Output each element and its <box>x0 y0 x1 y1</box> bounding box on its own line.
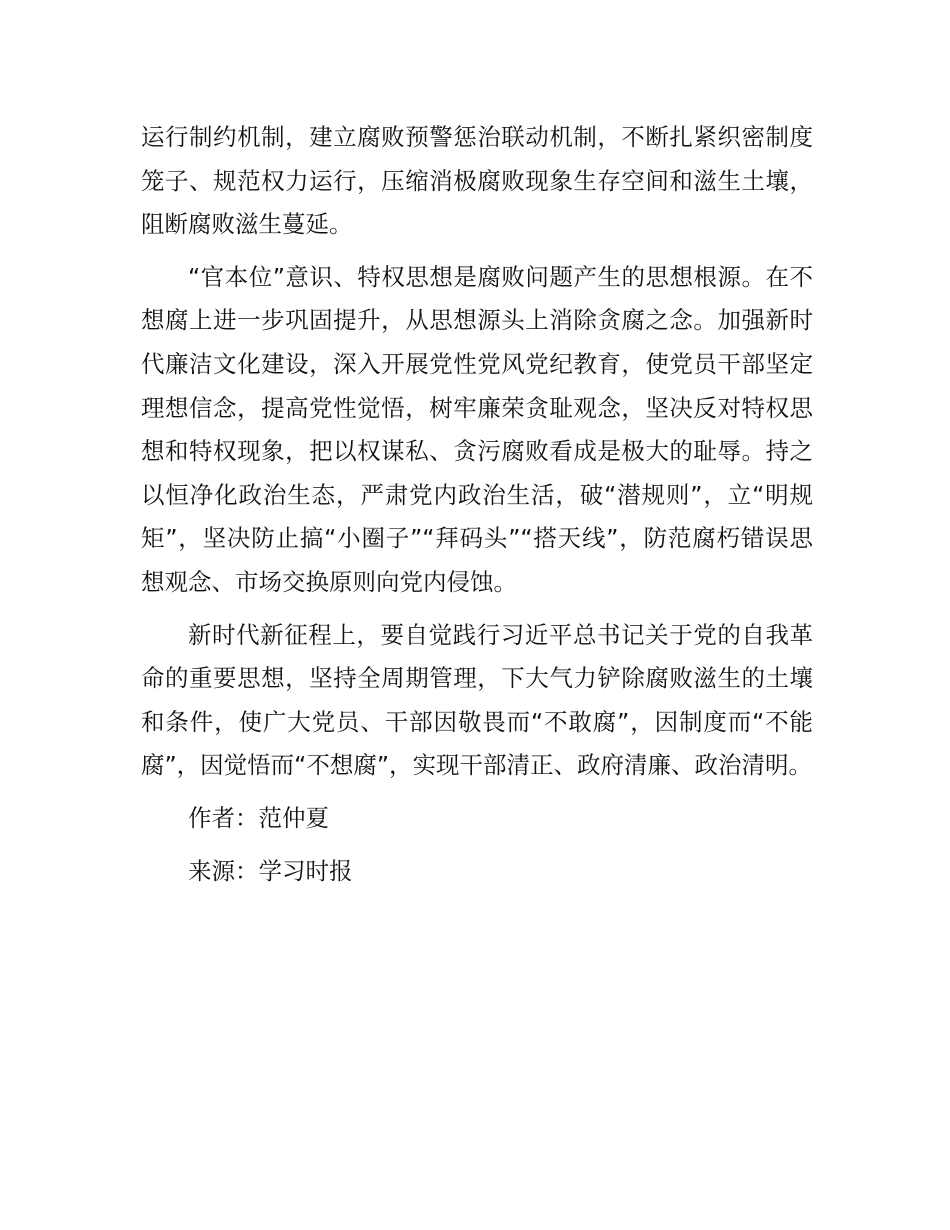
paragraph-3: 新时代新征程上，要自觉践行习近平总书记关于党的自我革命的重要思想，坚持全周期管理，下大气力铲除腐败滋生的土壤和条件，使广大党员、干部因敬畏而“不敢腐”，因制度而“不能腐”，因觉悟而“不想腐”，实现干部清正、政府清廉、政治清明。 <box>141 620 813 780</box>
paragraph-2: “官本位”意识、特权思想是腐败问题产生的思想根源。在不想腐上进一步巩固提升，从思想源头上消除贪腐之念。加强新时代廉洁文化建设，深入开展党性党风党纪教育，使党员干部坚定理想信念，提高党性觉悟，树牢廉荣贪耻观念，坚决反对特权思想和特权现象，把以权谋私、贪污腐败看成是极大的耻辱。持之以恒净化政治生态，严肃党内政治生活，破“潜规则”，立“明规矩”，坚决防止搞“小圈子”“拜码头”“搭天线”，防范腐朽错误思想观念、市场交换原则向党内侵蚀。 <box>141 262 813 596</box>
author-line: 作者：范仲夏 <box>188 803 329 832</box>
source-line: 来源：学习时报 <box>188 856 353 885</box>
paragraph-1: 运行制约机制，建立腐败预警惩治联动机制，不断扎紧织密制度笼子、规范权力运行，压缩消极腐败现象生存空间和滋生土壤，阻断腐败滋生蔓延。 <box>141 123 813 239</box>
article-body <box>141 116 813 902</box>
